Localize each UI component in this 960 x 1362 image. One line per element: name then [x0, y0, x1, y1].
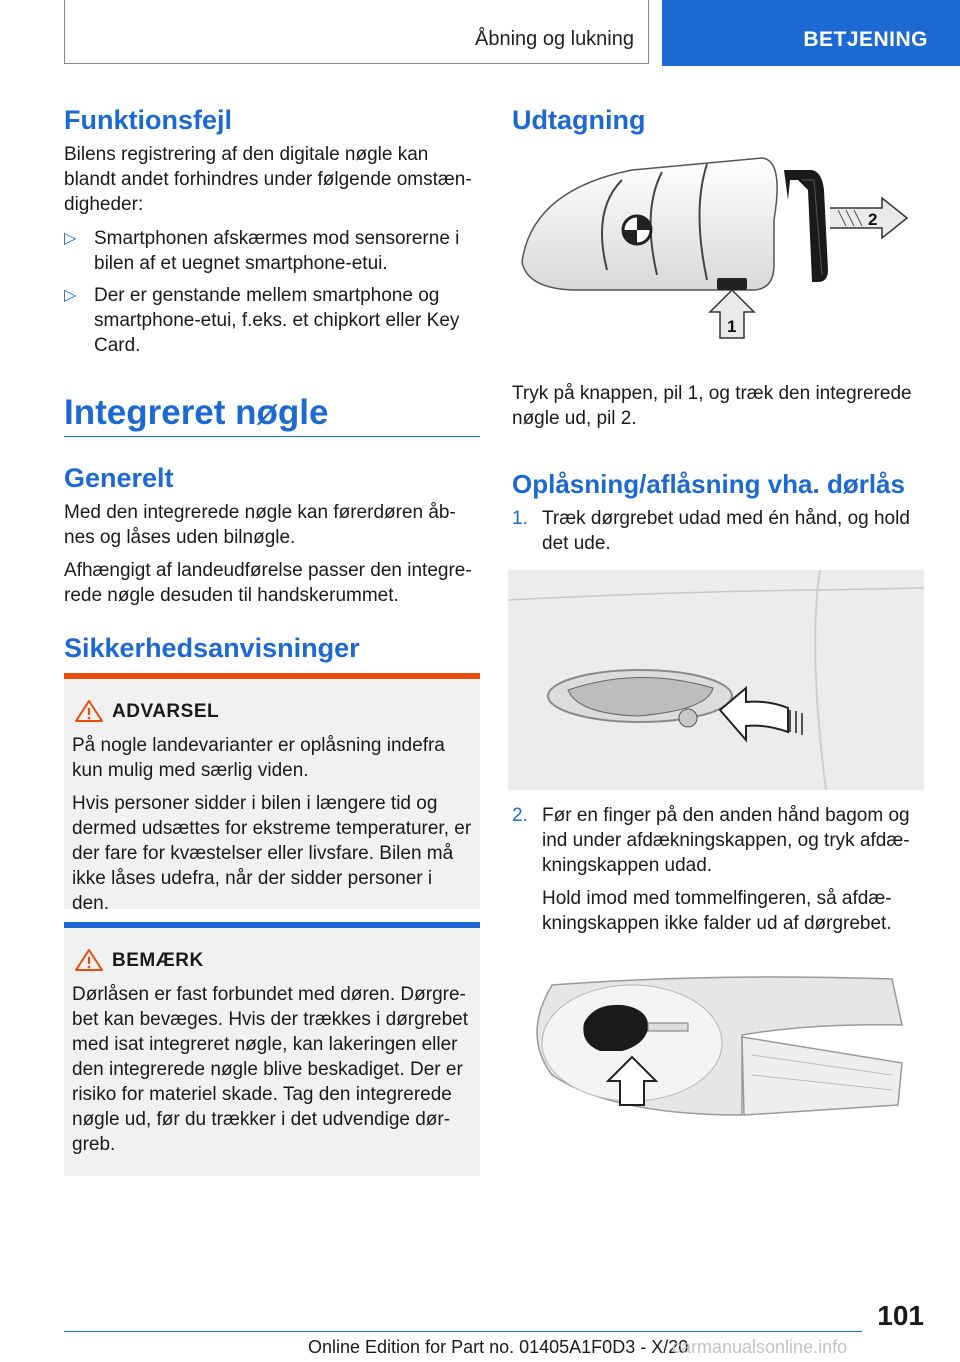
step-text: Træk dørgrebet udad med én hånd, og hold det ude.: [542, 508, 910, 554]
notice-title: BEMÆRK: [112, 950, 204, 971]
paragraph-funktionsfejl: Bilens registrering af den digitale nøgle kan blandt andet forhindres under følgende omstæn-digheder:: [64, 144, 472, 215]
arrow-label-1: 1: [727, 317, 737, 336]
key-removal-figure: [512, 150, 922, 360]
list-item-text: Der er genstande mellem smartphone og smartphone-etui, f.eks. et chipkort eller Key Card.: [94, 285, 460, 356]
list-item-text: Smartphonen afskærmes mod sensorerne i bilen af et uegnet smartphone-etui.: [94, 228, 460, 274]
notice-box: [64, 922, 480, 1176]
step-number: 1.: [512, 508, 528, 529]
watermark-text: carmanualsonline.info: [672, 1337, 848, 1357]
section-rule: [64, 436, 480, 437]
step-2-extra: Hold imod med tommelfingeren, så afdæ-kningskappen ikke falder ud af dørgrebet.: [542, 888, 892, 934]
paragraph-generelt-1: Med den integrerede nøgle kan førerdøren åb-nes og låses uden bilnøgle.: [64, 502, 456, 548]
paragraph-generelt-2: Afhængigt af landeudførelse passer den integre-rede nøgle desuden til handskerummet.: [64, 560, 472, 606]
bullet-marker: ▷: [64, 230, 77, 247]
notice-paragraph: Dørlåsen er fast forbundet med døren. Dørgre-bet kan bevæges. Hvis der trækkes i dørgrebet med isat integreret nøgle, kan lakeringen eller den integrerede nøgle blive beskadiget. Der er risiko for materiel skade. Tag den integrerede nøgle ud, før du trækker i det udvendige dør-greb.: [72, 984, 469, 1155]
chapter-tab: [662, 0, 960, 66]
page-number: 101: [877, 1300, 924, 1331]
warning-title: ADVARSEL: [112, 701, 220, 722]
heading-sikkerhedsanvisninger: Sikkerhedsanvisninger: [64, 633, 360, 663]
warning-paragraph-1: På nogle landevarianter er oplåsning indefra kun mulig med særlig viden.: [72, 735, 445, 781]
heading-funktionsfejl: Funktionsfejl: [64, 105, 232, 135]
bullet-marker: ▷: [64, 287, 77, 304]
warning-bar: [64, 673, 480, 679]
warning-paragraph-2: Hvis personer sidder i bilen i længere tid og dermed udsættes for ekstreme temperaturer, er der fare for kvæstelser eller livsfare. Bilen må ikke låses udefra, når der sidder personer i den.: [72, 793, 472, 914]
arrow-label-2: 2: [868, 210, 878, 229]
list-item: [64, 283, 480, 358]
list-item: [64, 226, 480, 276]
warning-box: [64, 673, 480, 914]
heading-oplaasning: Oplåsning/aflåsning vha. dørlås: [512, 469, 905, 499]
edition-text: Online Edition for Part no. 01405A1F0D3 - X/20: [308, 1337, 689, 1357]
footer-edition: [308, 1337, 848, 1358]
cover-cap-figure: [512, 965, 922, 1125]
section-title: Åbning og lukning: [474, 28, 634, 50]
warning-triangle-icon: [74, 948, 104, 972]
heading-integreret-noegle: Integreret nøgle: [64, 393, 329, 432]
door-handle-figure: [508, 570, 924, 790]
step-number: 2.: [512, 805, 528, 826]
chapter-tab-label: BETJENING: [803, 28, 928, 51]
paragraph-udtagning: Tryk på knappen, pil 1, og træk den integrerede nøgle ud, pil 2.: [512, 383, 912, 429]
list-item: [512, 506, 924, 556]
list-item: [512, 803, 924, 878]
step-text: Før en finger på den anden hånd bagom og ind under afdækningskappen, og tryk afdæ-kningskappen udad.: [542, 805, 910, 876]
heading-generelt: Generelt: [64, 463, 174, 493]
footer-rule: [64, 1331, 862, 1332]
heading-udtagning: Udtagning: [512, 105, 646, 135]
notice-bar: [64, 922, 480, 928]
warning-triangle-icon: [74, 699, 104, 723]
